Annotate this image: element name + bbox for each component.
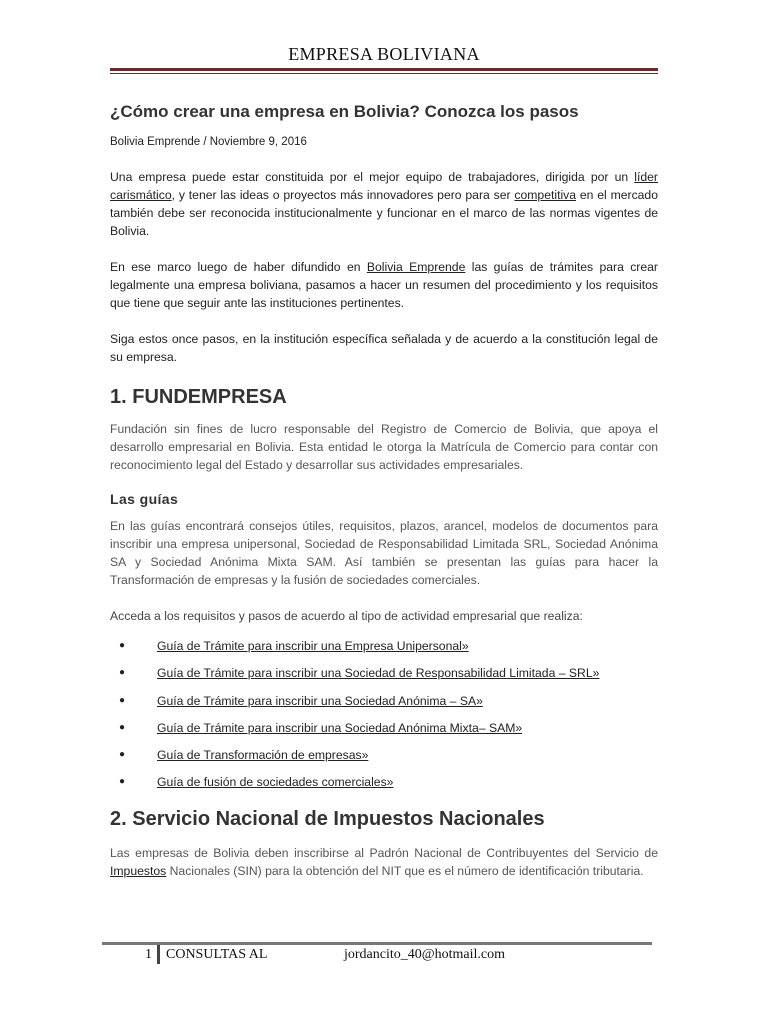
guide-link-sa[interactable]: Guía de Trámite para inscribir una Sociedad Anónima – SA» xyxy=(157,693,483,708)
guides-paragraph: En las guías encontrará consejos útiles, requisitos, plazos, arancel, modelos de documentos para inscribir una empresa unipersonal, Sociedad de Responsabilidad Limitada SRL, Sociedad Anónima SA y Sociedad Anónima Mixta SAM. Así también se presentan las guías para hacer la Transformación de empresas y la fusión de sociedades comerciales. xyxy=(110,519,658,587)
article-byline: Bolivia Emprende / Noviembre 9, 2016 xyxy=(110,136,307,148)
lider-carismatico-link[interactable]: líder carismático xyxy=(110,170,658,202)
bullet-icon: ● xyxy=(119,667,126,679)
bullet-icon: ● xyxy=(119,749,126,761)
footer-rule xyxy=(102,942,652,945)
guide-link-unipersonal[interactable]: Guía de Trámite para inscribir una Empresa Unipersonal» xyxy=(157,639,469,653)
list-item xyxy=(110,773,658,800)
header-rule-thick xyxy=(110,68,658,71)
subheading-las-guias: Las guías xyxy=(110,491,179,507)
text-run: en el mercado también debe ser reconocida institucionalmente y funcionar en el marco de las normas vigentes de Bolivia. xyxy=(110,188,658,238)
footer-email: jordancito_40@hotmail.com xyxy=(344,947,506,962)
text-run: En ese marco luego de haber difundido en xyxy=(110,260,367,274)
text-run: Una empresa puede estar constituida por el mejor equipo de trabajadores, dirigida por un xyxy=(110,170,635,184)
bullet-icon: ● xyxy=(119,640,126,651)
section-heading-impuestos: 2. Servicio Nacional de Impuestos Nacionales xyxy=(110,807,545,830)
text-run: las guías de trámites para crear legalmente una empresa boliviana, pasamos a hacer un resumen del procedimiento y los requisitos que tiene que seguir ante las instituciones pertinentes. xyxy=(110,260,658,310)
page-number: 1 xyxy=(145,947,152,962)
guide-link-sam[interactable]: Guía de Trámite para inscribir una Sociedad Anónima Mixta– SAM» xyxy=(157,720,523,735)
intro-paragraph-2 xyxy=(110,258,658,312)
document-body xyxy=(110,100,658,880)
footer-separator xyxy=(157,945,160,964)
footer-label: CONSULTAS AL xyxy=(166,947,268,962)
list-item xyxy=(110,719,658,746)
bullet-icon: ● xyxy=(119,721,126,733)
text-run: , y tener las ideas o proyectos más innovadores pero para ser xyxy=(171,188,515,202)
text-run: Las empresas de Bolivia deben inscribirse al Padrón Nacional de Contribuyentes del Servicio de xyxy=(110,845,658,860)
intro-paragraph-1 xyxy=(110,168,658,240)
guides-list xyxy=(110,637,658,801)
list-item xyxy=(110,664,658,691)
impuestos-link[interactable]: Impuestos xyxy=(110,863,167,878)
impuestos-paragraph xyxy=(110,844,658,880)
bolivia-emprende-link[interactable]: Bolivia Emprende xyxy=(366,260,466,274)
fundempresa-description: Fundación sin fines de lucro responsable del Registro de Comercio de Bolivia, que apoya el desarrollo empresarial en Bolivia. Esta entidad le otorga la Matrícula de Comercio para contar con reconocimiento legal del Estado y desarrollar sus actividades empresariales. xyxy=(110,422,658,472)
access-paragraph: Acceda a los requisitos y pasos de acuerdo al tipo de actividad empresarial que realiza: xyxy=(110,609,583,623)
article-title: ¿Cómo crear una empresa en Bolivia? Conozca los pasos xyxy=(110,102,579,121)
guide-link-transformacion[interactable]: Guía de Transformación de empresas» xyxy=(157,748,369,763)
bullet-icon: ● xyxy=(119,776,126,788)
document-header-title: EMPRESA BOLIVIANA xyxy=(288,44,480,64)
text-run: Nacionales (SIN) para la obtención del NIT que es el número de identificación tributaria. xyxy=(166,863,644,878)
list-item xyxy=(110,746,658,773)
competitiva-link[interactable]: competitiva xyxy=(514,188,577,202)
list-item xyxy=(110,637,658,664)
bullet-icon: ● xyxy=(119,694,126,706)
header-rule-thin xyxy=(110,73,658,74)
guide-link-srl[interactable]: Guía de Trámite para inscribir una Sociedad de Responsabilidad Limitada – SRL» xyxy=(157,666,600,681)
list-item xyxy=(110,692,658,719)
guide-link-fusion[interactable]: Guía de fusión de sociedades comerciales» xyxy=(157,775,394,790)
section-heading-fundempresa: 1. FUNDEMPRESA xyxy=(110,386,287,408)
intro-paragraph-3: Siga estos once pasos, en la institución específica señalada y de acuerdo a la constitución legal de su empresa. xyxy=(110,332,658,364)
